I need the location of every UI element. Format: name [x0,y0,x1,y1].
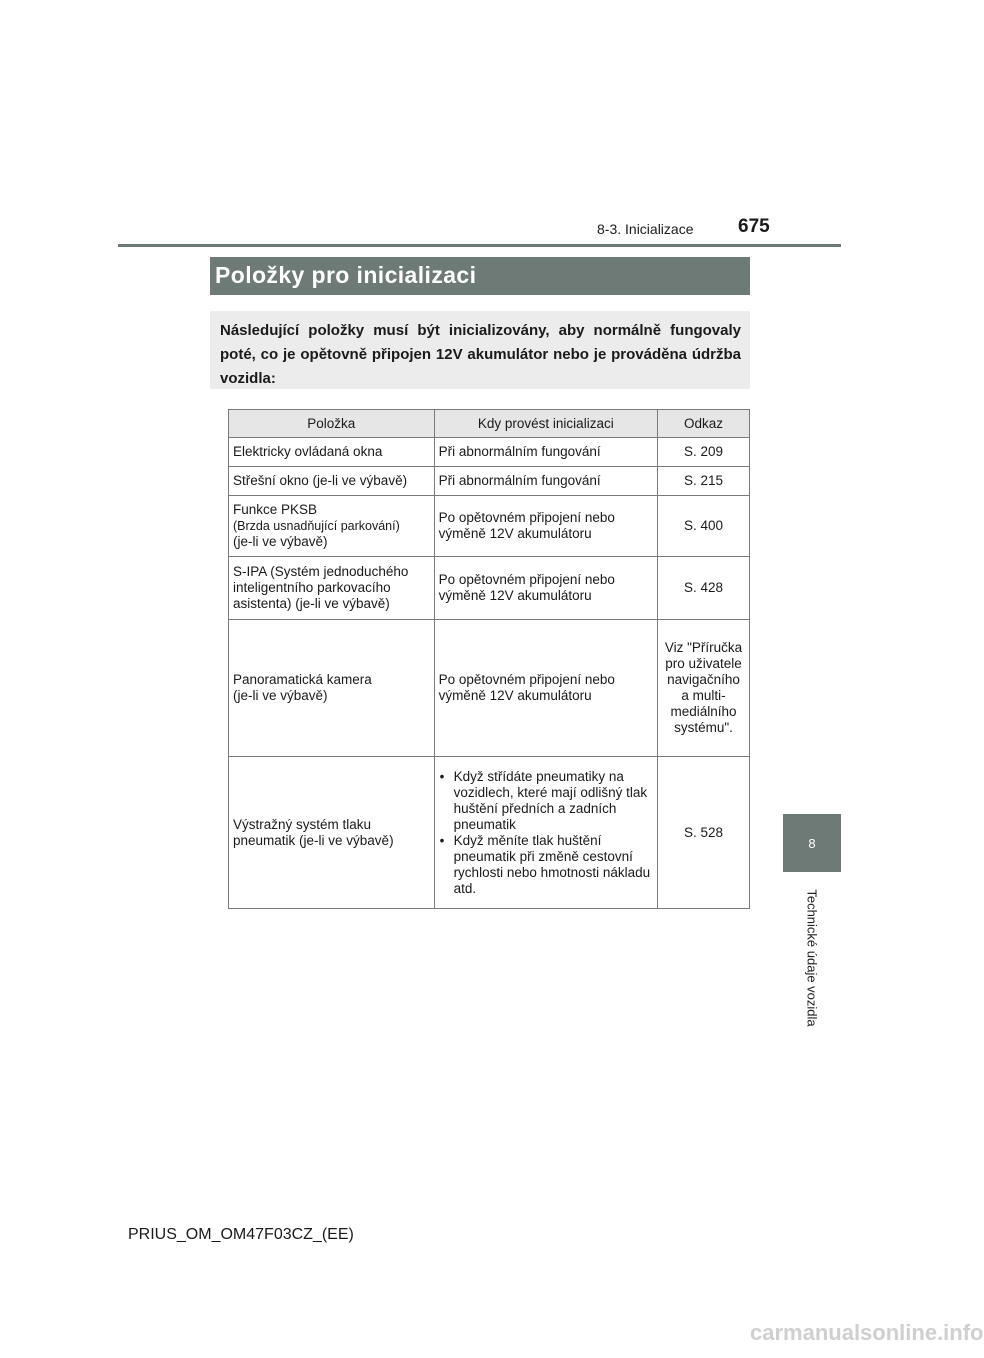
table-row [229,620,750,757]
reference-cell: S. 428 [658,557,750,620]
chapter-side-label: Technické údaje vozidla [804,889,820,1027]
table-row [229,757,750,909]
when-bullet-item: • Když střídáte pneumatiky na vozidlech, které mají odlišný tlak huštění předních a zadních pneumatik [439,769,653,833]
column-header-item: Položka [229,410,435,438]
when-cell: Po opětovném připojení nebo výměně 12V akumulátoru [434,620,657,757]
table-row [229,438,750,467]
running-header-section: 8-3. Inicializace [597,221,694,237]
reference-cell: S. 400 [658,496,750,557]
chapter-tab: 8 [783,814,841,872]
column-header-when: Kdy provést inicializaci [434,410,657,438]
table-row [229,467,750,496]
watermark-text: carmanualsonline.info [750,1320,984,1345]
document-code: PRIUS_OM_OM47F03CZ_(EE) [128,1226,354,1243]
when-cell: Po opětovném připojení nebo výměně 12V akumulátoru [434,496,657,557]
header-rule [118,244,841,247]
page-number: 675 [738,216,770,237]
when-bullet-list [439,769,653,897]
intro-text: Následující položky musí být inicializovány, aby normálně fungovaly poté, co je opětovně připojen 12V akumulátor nebo je prováděna údržba vozidla: [210,311,750,389]
item-cell: S-IPA (Systém jednoduchého inteligentního parkovacího asistenta) (je-li ve výbavě) [229,557,435,620]
reference-cell: S. 215 [658,467,750,496]
when-cell: Po opětovném připojení nebo výměně 12V akumulátoru [434,557,657,620]
item-name: Panoramatická kamera [233,672,372,687]
when-bullet-item: • Když měníte tlak huštění pneumatik při změně cestovní rychlosti nebo hmotnosti nákladu atd. [439,833,653,897]
table-row [229,496,750,557]
when-cell: Při abnormálním fungování [434,438,657,467]
when-cell: Při abnormálním fungování [434,467,657,496]
item-extra: (je-li ve výbavě) [233,534,328,549]
item-cell: Elektricky ovládaná okna [229,438,435,467]
item-extra: (je-li ve výbavě) [233,688,328,703]
table-header-row [229,410,750,438]
reference-cell: Viz "Příručka pro uživatele navigačního a multi-mediálního systému". [658,620,750,757]
reference-cell: S. 528 [658,757,750,909]
table-row [229,557,750,620]
initialization-table [228,409,750,909]
section-title: Položky pro inicializaci [210,257,750,295]
item-detail: (Brzda usnadňující parkování) [233,519,400,533]
reference-cell: S. 209 [658,438,750,467]
item-cell: Střešní okno (je-li ve výbavě) [229,467,435,496]
when-cell [434,757,657,909]
column-header-reference: Odkaz [658,410,750,438]
item-name: Funkce PKSB [233,502,318,517]
item-cell [229,620,435,757]
item-cell: Výstražný systém tlaku pneumatik (je-li ve výbavě) [229,757,435,909]
item-cell [229,496,435,557]
